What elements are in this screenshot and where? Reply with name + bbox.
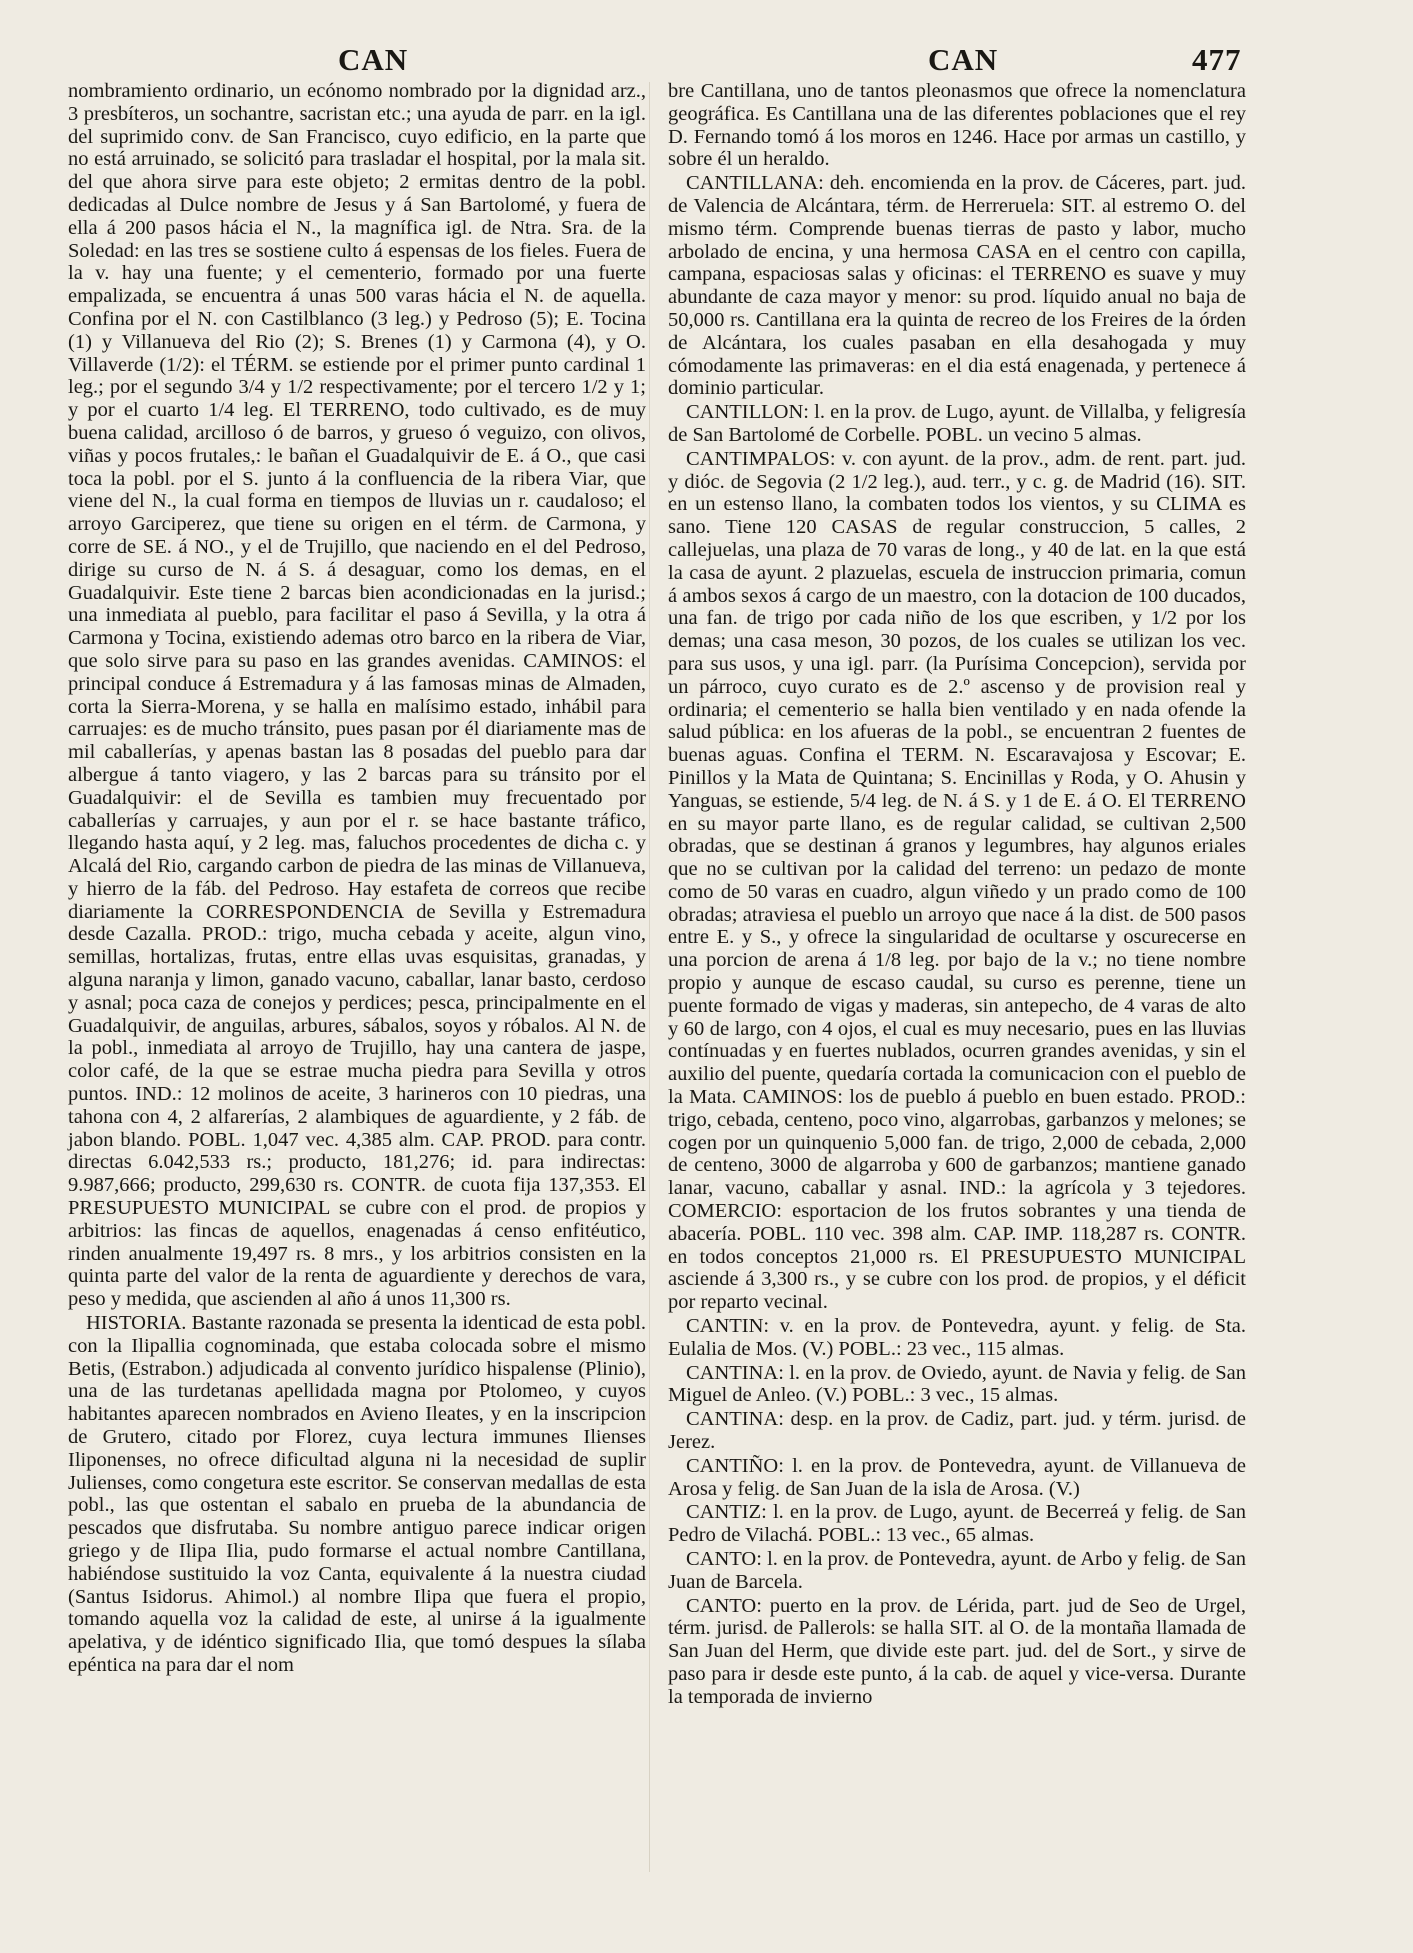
- text-paragraph: bre Cantillana, uno de tantos pleonasmos que ofrece la nomenclatura geográfica. Es Cantillana una de las diferentes poblaciones que el rey D. Fernando tomó á los moros en 1246. Hace por armas un castillo, y sobre él un heraldo.: [668, 80, 1246, 171]
- historia-paragraph: HISTORIA. Bastante razonada se presenta la identicad de esta pobl. con la Ilipallia cognominada, que estaba colocada sobre el mismo Betis, (Estrabon.) adjudicada al convento jurídico hispalense (Plinio), una de las turdetanas apellidada magna por Ptolomeo, y cuyos habitantes aparecen nombrados en Avieno Ileates, y en la inscripcion de Grutero, citado por Florez, cuya lectura immunes Ilienses Iliponenses, no ofrece dificultad alguna ni la necesidad de suplir Julienses, como congetura este escritor. Se conservan medallas de esta pobl., las que ostentan el sabalo en prueba de la abundancia de pescados que disfrutaba. Su nombre antiguo parece indicar origen griego y de Ilipa Ilia, pudo formarse el actual nombre Cantillana, habiéndose sustituido la voz Canta, equivalente á la nuestra ciudad (Santus Isidorus. Ahimol.) al nombre Ilipa que fuera el propio, tomando aquella voz la calidad de este, al unirse á la igualmente apelativa, y de idéntico significado Ilia, que tomó despues la sílaba epéntica na para dar el nom: [68, 1312, 646, 1676]
- entry-cantino: CANTIÑO: l. en la prov. de Pontevedra, ayunt. de Villanueva de Arosa y felig. de San Juan de la isla de Arosa. (V.): [668, 1454, 1246, 1500]
- entry-cantina-cadiz: CANTINA: desp. en la prov. de Cadiz, part. jud. y térm. jurisd. de Jerez.: [668, 1408, 1246, 1454]
- page-number: 477: [1192, 42, 1242, 77]
- entry-cantillon: CANTILLON: l. en la prov. de Lugo, ayunt. de Villalba, y feligresía de San Bartolomé de Corbelle. POBL. un vecino 5 almas.: [668, 401, 1246, 446]
- entry-cantin: CANTIN: v. en la prov. de Pontevedra, ayunt. y felig. de Sta. Eulalia de Mos. (V.) POBL.: 23 vec., 115 almas.: [668, 1315, 1246, 1360]
- entry-cantimpalos: CANTIMPALOS: v. con ayunt. de la prov., adm. de rent. part. jud. y dióc. de Segovia (2 1/2 leg.), aud. terr., y c. g. de Madrid (16). SIT. en un estenso llano, la combaten todos los vientos, y su CLIMA es sano. Tiene 120 CASAS de regular construccion, 5 calles, 2 callejuelas, una plaza de 70 varas de long., y 40 de lat. en la que está la casa de ayunt. 2 plazuelas, escuela de instruccion primaria, comun á ambos sexos á cargo de un maestro, con la dotacion de 100 ducados, una fan. de trigo por cada niño de los que escriben, y 1/2 por los demas; una casa meson, 30 pozos, de los cuales se utilizan los vec. para sus usos, y una igl. parr. (la Purísima Concepcion), servida por un párroco, cuyo curato es de 2.º ascenso y de provision real y ordinaria; el cementerio se halla bien ventilado y en nada ofende la salud pública: en los afueras de la pobl., se encuentran 2 fuentes de buenas aguas. Confina el TERM. N. Escaravajosa y Escovar; E. Pinillos y la Mata de Quintana; S. Encinillas y Roda, y O. Ahusin y Yanguas, se estiende, 5/4 leg. de N. á S. y 1 de E. á O. El TERRENO en su mayor parte llano, es de regular calidad, se cultivan 2,500 obradas, que se destinan á granos y legumbres, hay algunos eriales que no se cultivan por la calidad del terreno: un pedazo de monte como de 50 varas en cuadro, algun viñedo y un prado como de 100 obradas; atraviesa el pueblo un arroyo que nace á la dist. de 500 pasos entre E. y S., y ofrece la singularidad de ocultarse y oscurecerse en una porcion de arena á 1/8 leg. por bajo de la v.; no tiene nombre propio y aunque de escaso caudal, su curso es perenne, tiene un puente formado de vigas y maderas, sin antepecho, de 4 varas de alto y 60 de largo, con 4 ojos, el cual es muy necesario, pues en las lluvias contínuadas y en fuertes nublados, ocurren grandes avenidas, y sin el auxilio del puente, quedaría cortada la comunicacion con el pueblo de la Mata. CAMINOS: los de pueblo á pueblo en buen estado. PROD.: trigo, cebada, centeno, poco vino, algarrobas, garbanzos y melones; se cogen por un quinquenio 5,000 fan. de trigo, 2,000 de cebada, 2,000 de centeno, 3000 de algarroba y 600 de garbanzos; mantiene ganado lanar, vacuno, caballar y asnal. IND.: la agrícola y 3 tejedores. COMERCIO: esportacion de los frutos sobrantes y una tienda de abacería. POBL. 110 vec. 398 alm. CAP. IMP. 118,287 rs. CONTR. en todos conceptos 21,000 rs. El PRESUPUESTO MUNICIPAL asciende á 3,300 rs., y se cubre con los prod. de propios, y el déficit por reparto vecinal.: [668, 447, 1246, 1314]
- text-paragraph: nombramiento ordinario, un ecónomo nombrado por la dignidad arz., 3 presbíteros, un sochantre, sacristan etc.; una ayuda de parr. en la igl. del suprimido conv. de San Francisco, cuyo edificio, en la parte que no está arruinado, se solicitó para trasladar el hospital, por la mala sit. del que ahora sirve para este objeto; 2 ermitas dentro de la pobl. dedicadas al Dulce nombre de Jesus y á San Bartolomé, y fuera de ella á 200 pasos hácia el N., la magnífica igl. de Ntra. Sra. de la Soledad: en las tres se sostiene culto á espensas de los fieles. Fuera de la v. hay una fuente; y el cementerio, formado por una fuerte empalizada, se encuentra á unas 500 varas hácia el N. de aquella. Confina por el N. con Castilblanco (3 leg.) y Pedroso (5); E. Tocina (1) y Villanueva del Rio (2); S. Brenes (1) y Carmona (4), y O. Villaverde (1/2): el TÉRM. se estiende por el primer punto cardinal 1 leg.; por el segundo 3/4 y 1/2 respectivamente; por el tercero 1/2 y 1; y por el cuarto 1/4 leg. El TERRENO, todo cultivado, es de muy buena calidad, arcilloso ó de barros, y grueso ó veguizo, con olivos, viñas y pocos frutales,: le bañan el Guadalquivir de E. á O., que casi toca la pobl. por el S. junto á la confluencia de la ribera Viar, que viene del N., la cual forma en tiempos de lluvias un r. caudaloso; el arroyo Garciperez, que tiene su origen en el térm. de Carmona, y corre de SE. á NO., y el de Trujillo, que naciendo en el del Pedroso, dirige su curso de N. á S. á desaguar, como los demas, en el Guadalquivir. Este tiene 2 barcas bien acondicionadas en la jurisd.; una inmediata al pueblo, para facilitar el paso á Sevilla, y la otra á Carmona y Tocina, existiendo ademas otro barco en la ribera de Viar, que solo sirve para su paso en las grandes avenidas. CAMINOS: el principal conduce á Estremadura y á las famosas minas de Almaden, corta la Sierra-Morena, y se halla en malísimo estado, inhábil para carruajes: es de mucho tránsito, pues pasan por él diariamente mas de mil caballerías, y apenas bastan las 8 posadas del pueblo para dar albergue á tanto viagero, y las 2 barcas para su tránsito por el Guadalquivir: el de Sevilla es tambien muy frecuentado por caballerías y carruajes, y aun por el r. se hace bastante tráfico, llegando hasta aquí, y 2 leg. mas, faluchos procedentes de dicha c. y Alcalá del Rio, cargando carbon de piedra de las minas de Villanueva, y hierro de la fáb. del Pedroso. Hay estafeta de correos que recibe diariamente la CORRESPONDENCIA de Sevilla y Estremadura desde Cazalla. PROD.: trigo, mucha cebada y aceite, algun vino, semillas, hortalizas, frutas, entre ellas uvas esquisitas, granadas, y alguna naranja y limon, ganado vacuno, caballar, lanar basto, cerdoso y asnal; poca caza de conejos y perdices; pesca, principalmente en el Guadalquivir, de anguilas, arbures, sábalos, soyos y róbalos. Al N. de la pobl., inmediata al arroyo de Trujillo, hay una cantera de jaspe, color café, de la que se estrae mucha piedra para Sevilla y otros puntos. IND.: 12 molinos de aceite, 3 harineros con 10 piedras, una tahona con 4, 2 alfarerías, 2 alambiques de aguardiente, y 2 fáb. de jabon blando. POBL. 1,047 vec. 4,385 alm. CAP. PROD. para contr. directas 6.042,533 rs.; producto, 181,276; id. para indirectas: 9.987,666; producto, 299,630 rs. CONTR. de cuota fija 137,353. El PRESUPUESTO MUNICIPAL se cubre con el prod. de propios y arbitrios: las fincas de aquellos, enagenadas á censo enfitéutico, rinden anualmente 19,497 rs. 8 mrs., y los arbitrios consisten en la quinta parte del valor de la renta de aguardiente y derechos de vara, peso y medida, que ascienden al año á unos 11,300 rs.: [68, 80, 646, 1311]
- column-divider: [649, 82, 650, 1872]
- entry-cantiz: CANTIZ: l. en la prov. de Lugo, ayunt. de Becerreá y felig. de San Pedro de Vilachá. POBL.: 13 vec., 65 almas.: [668, 1501, 1246, 1547]
- running-head-right: CAN: [928, 42, 999, 77]
- entry-cantina-oviedo: CANTINA: l. en la prov. de Oviedo, ayunt. de Navia y felig. de San Miguel de Anleo. (V.) POBL.: 3 vec., 15 almas.: [668, 1361, 1246, 1407]
- entry-canto-lerida: CANTO: puerto en la prov. de Lérida, part. jud de Seo de Urgel, térm. jurisd. de Pallerols: se halla SIT. al O. de la montaña llamada de San Juan del Herm, que divide este part. jud. del de Sort., y sirve de paso para ir desde este punto, á la cab. de aquel y vice-versa. Durante la temporada de invierno: [668, 1594, 1246, 1708]
- running-head-left: CAN: [338, 42, 409, 77]
- entry-cantillana: CANTILLANA: deh. encomienda en la prov. de Cáceres, part. jud. de Valencia de Alcántara, térm. de Herreruela: SIT. al estremo O. del mismo térm. Comprende buenas tierras de pasto y labor, mucho arbolado de encina, y una hermosa CASA en el centro con capilla, campana, espaciosas salas y oficinas: el TERRENO es suave y muy abundante de caza mayor y menor: su prod. líquido anual no baja de 50,000 rs. Cantillana era la quinta de recreo de los Freires de la órden de Alcántara, los cuales pasaban en ella desahogada y muy cómodamente las primaveras: en el dia está enagenada, y pertenece á dominio particular.: [668, 172, 1246, 400]
- left-column: [68, 80, 646, 1678]
- entry-canto-pontevedra: CANTO: l. en la prov. de Pontevedra, ayunt. de Arbo y felig. de San Juan de Barcela.: [668, 1548, 1246, 1593]
- right-column: [668, 80, 1246, 1710]
